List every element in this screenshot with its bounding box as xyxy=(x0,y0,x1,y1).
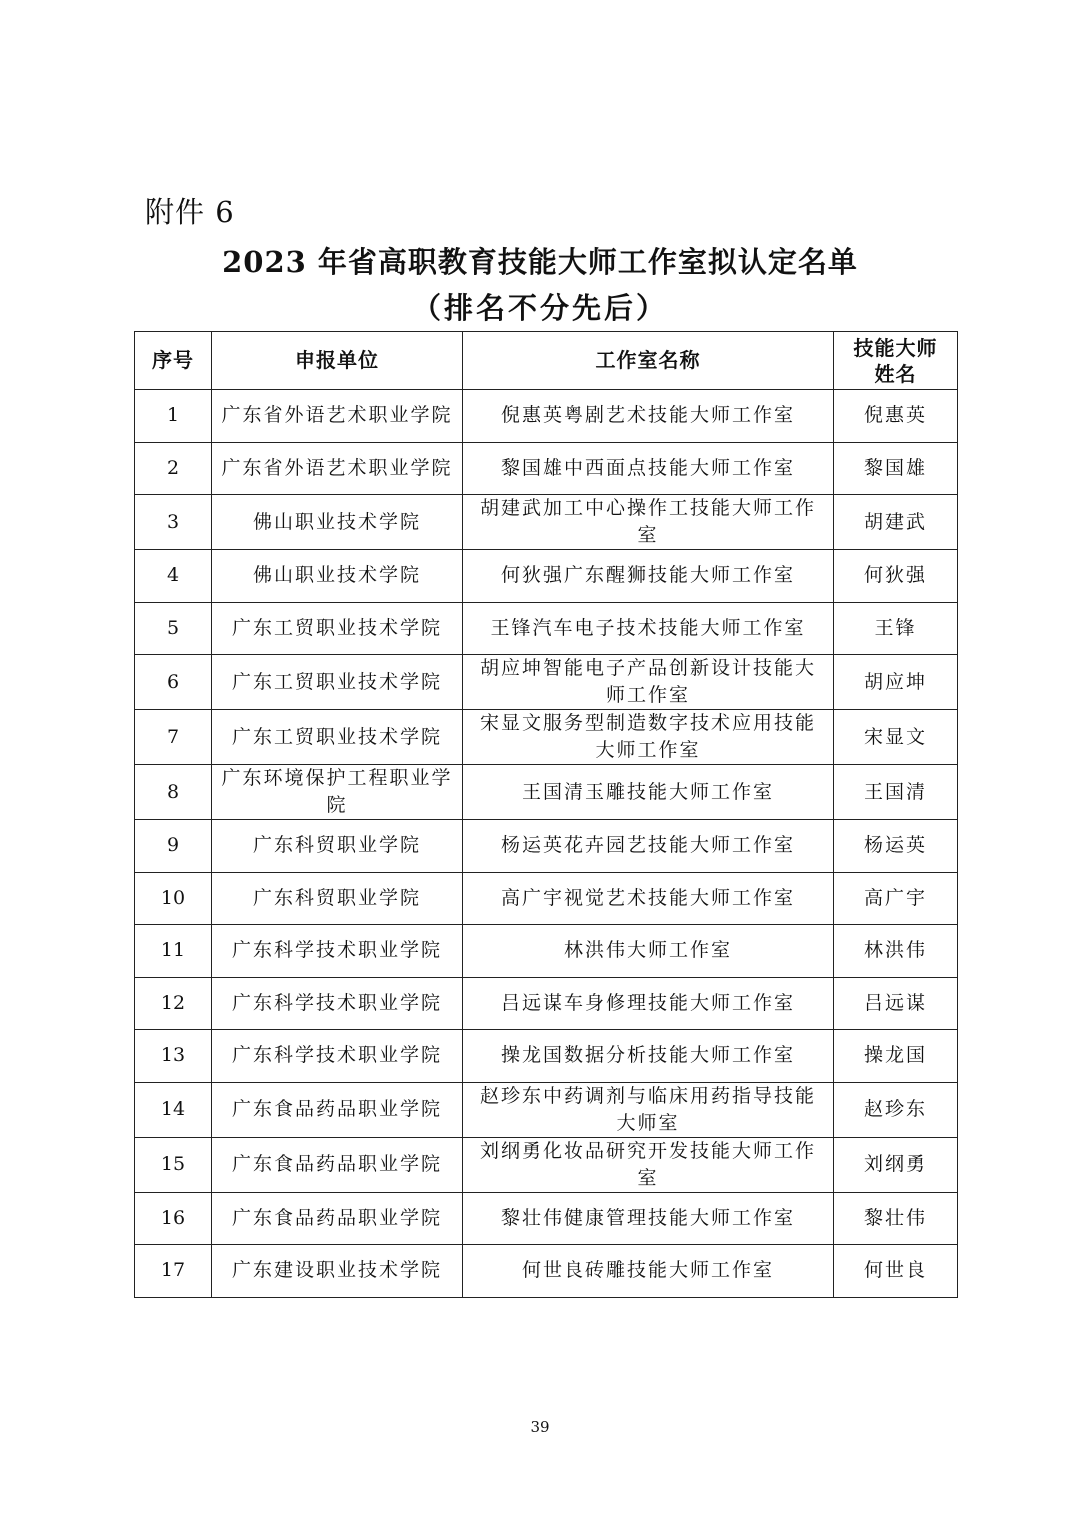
cell-studio-name: 林洪伟大师工作室 xyxy=(463,925,834,978)
cell-unit: 广东工贸职业技术学院 xyxy=(212,655,463,710)
cell-index: 17 xyxy=(135,1245,212,1298)
table-row xyxy=(135,1082,958,1137)
table-body xyxy=(135,390,958,1298)
header-unit: 申报单位 xyxy=(212,332,463,390)
cell-unit: 广东科学技术职业学院 xyxy=(212,977,463,1030)
cell-studio-name: 何世良砖雕技能大师工作室 xyxy=(463,1245,834,1298)
table-row xyxy=(135,1137,958,1192)
cell-index: 8 xyxy=(135,765,212,820)
cell-unit: 广东工贸职业技术学院 xyxy=(212,602,463,655)
cell-unit: 广东省外语艺术职业学院 xyxy=(212,442,463,495)
cell-studio-name: 吕远谋车身修理技能大师工作室 xyxy=(463,977,834,1030)
cell-index: 1 xyxy=(135,390,212,443)
header-studio-name: 工作室名称 xyxy=(463,332,834,390)
cell-index: 5 xyxy=(135,602,212,655)
cell-master-name: 黎国雄 xyxy=(834,442,958,495)
cell-studio-name: 王国清玉雕技能大师工作室 xyxy=(463,765,834,820)
cell-master-name: 黎壮伟 xyxy=(834,1192,958,1245)
cell-index: 6 xyxy=(135,655,212,710)
document-title: 2023 年省高职教育技能大师工作室拟认定名单 xyxy=(222,245,858,279)
cell-studio-name: 赵珍东中药调剂与临床用药指导技能大师室 xyxy=(463,1082,834,1137)
cell-studio-name: 胡应坤智能电子产品创新设计技能大师工作室 xyxy=(463,655,834,710)
cell-unit: 广东工贸职业技术学院 xyxy=(212,710,463,765)
table-row xyxy=(135,602,958,655)
cell-unit: 广东建设职业技术学院 xyxy=(212,1245,463,1298)
cell-index: 2 xyxy=(135,442,212,495)
cell-unit: 广东食品药品职业学院 xyxy=(212,1082,463,1137)
cell-master-name: 高广宇 xyxy=(834,872,958,925)
cell-index: 16 xyxy=(135,1192,212,1245)
cell-master-name: 何世良 xyxy=(834,1245,958,1298)
cell-master-name: 林洪伟 xyxy=(834,925,958,978)
cell-studio-name: 刘纲勇化妆品研究开发技能大师工作室 xyxy=(463,1137,834,1192)
page-number: 39 xyxy=(530,1418,550,1436)
cell-index: 13 xyxy=(135,1030,212,1083)
table-row xyxy=(135,655,958,710)
table-row xyxy=(135,1192,958,1245)
cell-studio-name: 操龙国数据分析技能大师工作室 xyxy=(463,1030,834,1083)
table-header-row xyxy=(135,332,958,390)
table-row xyxy=(135,442,958,495)
cell-index: 10 xyxy=(135,872,212,925)
cell-index: 14 xyxy=(135,1082,212,1137)
cell-master-name: 倪惠英 xyxy=(834,390,958,443)
cell-unit: 佛山职业技术学院 xyxy=(212,495,463,550)
table-row xyxy=(135,710,958,765)
table-row xyxy=(135,550,958,603)
cell-unit: 广东省外语艺术职业学院 xyxy=(212,390,463,443)
cell-index: 12 xyxy=(135,977,212,1030)
document-subtitle: （排名不分先后） xyxy=(411,291,668,325)
cell-master-name: 宋显文 xyxy=(834,710,958,765)
table-row xyxy=(135,495,958,550)
table-row xyxy=(135,977,958,1030)
table-row xyxy=(135,1030,958,1083)
table-row xyxy=(135,820,958,873)
attachment-label: 附件 6 xyxy=(145,195,235,229)
cell-studio-name: 黎壮伟健康管理技能大师工作室 xyxy=(463,1192,834,1245)
cell-unit: 广东食品药品职业学院 xyxy=(212,1137,463,1192)
cell-studio-name: 胡建武加工中心操作工技能大师工作室 xyxy=(463,495,834,550)
table-row xyxy=(135,925,958,978)
master-studio-table xyxy=(134,331,958,1298)
cell-master-name: 刘纲勇 xyxy=(834,1137,958,1192)
table-row xyxy=(135,765,958,820)
cell-studio-name: 宋显文服务型制造数字技术应用技能大师工作室 xyxy=(463,710,834,765)
cell-studio-name: 倪惠英粤剧艺术技能大师工作室 xyxy=(463,390,834,443)
cell-studio-name: 黎国雄中西面点技能大师工作室 xyxy=(463,442,834,495)
cell-unit: 广东科贸职业学院 xyxy=(212,820,463,873)
cell-index: 3 xyxy=(135,495,212,550)
cell-unit: 广东科贸职业学院 xyxy=(212,872,463,925)
cell-master-name: 胡建武 xyxy=(834,495,958,550)
cell-studio-name: 杨运英花卉园艺技能大师工作室 xyxy=(463,820,834,873)
cell-unit: 广东环境保护工程职业学院 xyxy=(212,765,463,820)
header-master-name: 技能大师 姓名 xyxy=(834,332,958,390)
table-row xyxy=(135,872,958,925)
cell-master-name: 王锋 xyxy=(834,602,958,655)
table-row xyxy=(135,390,958,443)
table-row xyxy=(135,1245,958,1298)
cell-master-name: 杨运英 xyxy=(834,820,958,873)
cell-studio-name: 高广宇视觉艺术技能大师工作室 xyxy=(463,872,834,925)
cell-index: 9 xyxy=(135,820,212,873)
cell-master-name: 王国清 xyxy=(834,765,958,820)
cell-master-name: 操龙国 xyxy=(834,1030,958,1083)
cell-unit: 广东科学技术职业学院 xyxy=(212,1030,463,1083)
cell-master-name: 吕远谋 xyxy=(834,977,958,1030)
cell-index: 15 xyxy=(135,1137,212,1192)
cell-index: 11 xyxy=(135,925,212,978)
cell-index: 7 xyxy=(135,710,212,765)
cell-unit: 佛山职业技术学院 xyxy=(212,550,463,603)
cell-master-name: 何狄强 xyxy=(834,550,958,603)
cell-unit: 广东科学技术职业学院 xyxy=(212,925,463,978)
header-index: 序号 xyxy=(135,332,212,390)
cell-master-name: 胡应坤 xyxy=(834,655,958,710)
cell-unit: 广东食品药品职业学院 xyxy=(212,1192,463,1245)
cell-index: 4 xyxy=(135,550,212,603)
cell-master-name: 赵珍东 xyxy=(834,1082,958,1137)
cell-studio-name: 何狄强广东醒狮技能大师工作室 xyxy=(463,550,834,603)
cell-studio-name: 王锋汽车电子技术技能大师工作室 xyxy=(463,602,834,655)
